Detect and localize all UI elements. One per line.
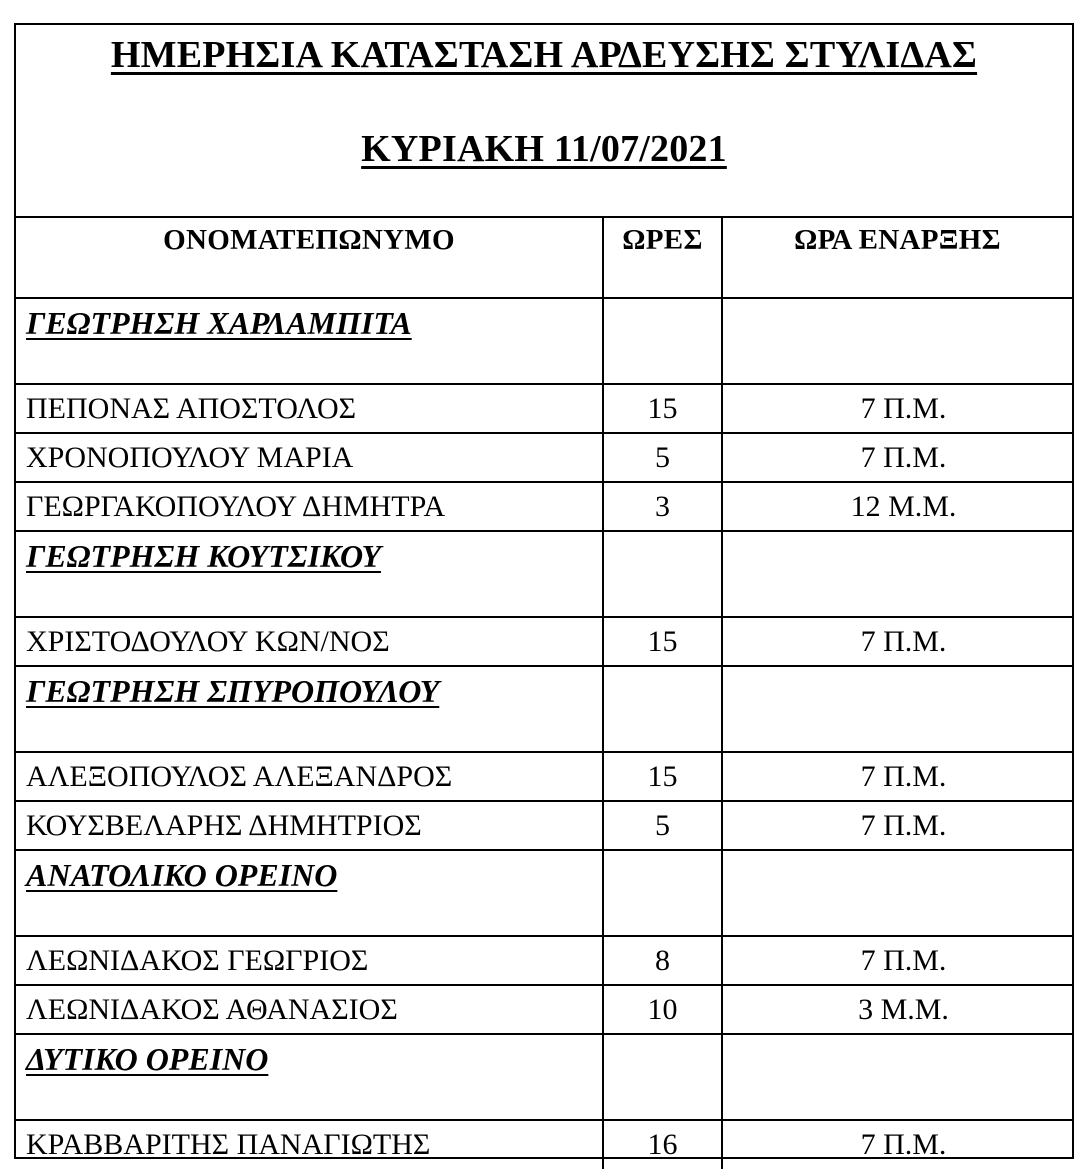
table-body <box>16 298 1072 1169</box>
person-hours: 10 <box>603 985 722 1034</box>
person-name: ΛΕΩΝΙΔΑΚΟΣ ΓΕΩΓΡΙΟΣ <box>16 936 603 985</box>
document-header <box>16 25 1072 218</box>
table-row <box>16 482 1072 531</box>
person-start-time: 7 Π.Μ. <box>722 384 1072 433</box>
person-hours: 15 <box>603 617 722 666</box>
section-start-cell <box>722 850 1072 936</box>
date-line-text: ΚΥΡΙΑΚΗ 11/07/2021 <box>361 128 727 170</box>
section-hours-cell <box>603 531 722 617</box>
section-start-cell <box>722 531 1072 617</box>
person-hours: 15 <box>603 384 722 433</box>
person-name: ΑΛΕΞΟΠΟΥΛΟΣ ΑΛΕΞΑΝΔΡΟΣ <box>16 752 603 801</box>
section-name: ΓΕΩΤΡΗΣΗ ΣΠΥΡΟΠΟΥΛΟΥ <box>26 673 440 709</box>
section-name: ΓΕΩΤΡΗΣΗ ΧΑΡΛΑΜΠΙΤΑ <box>26 305 412 341</box>
person-name: ΛΕΩΝΙΔΑΚΟΣ ΑΘΑΝΑΣΙΟΣ <box>16 985 603 1034</box>
irrigation-table <box>16 218 1072 1169</box>
section-name-cell <box>16 666 603 752</box>
table-row <box>16 752 1072 801</box>
person-name: ΚΟΥΣΒΕΛΑΡΗΣ ΔΗΜΗΤΡΙΟΣ <box>16 801 603 850</box>
person-hours: 5 <box>603 433 722 482</box>
section-start-cell <box>722 298 1072 384</box>
section-row <box>16 666 1072 752</box>
person-start-time: 3 Μ.Μ. <box>722 985 1072 1034</box>
person-start-time: 12 Μ.Μ. <box>722 482 1072 531</box>
document-sheet <box>14 23 1074 1159</box>
person-name: ΠΕΠΟΝΑΣ ΑΠΟΣΤΟΛΟΣ <box>16 384 603 433</box>
person-start-time: 7 Π.Μ. <box>722 617 1072 666</box>
section-name: ΓΕΩΤΡΗΣΗ ΚΟΥΤΣΙΚΟΥ <box>26 538 381 574</box>
section-name: ΑΝΑΤΟΛΙΚΟ ΟΡΕΙΝΟ <box>26 857 338 893</box>
person-hours: 15 <box>603 752 722 801</box>
table-row <box>16 801 1072 850</box>
table-row <box>16 936 1072 985</box>
section-hours-cell <box>603 850 722 936</box>
table-row <box>16 433 1072 482</box>
column-header-hours: ΩΡΕΣ <box>603 218 722 298</box>
person-hours: 3 <box>603 482 722 531</box>
section-row <box>16 850 1072 936</box>
person-name: ΓΕΩΡΓΑΚΟΠΟΥΛΟΥ ΔΗΜΗΤΡΑ <box>16 482 603 531</box>
person-hours: 5 <box>603 801 722 850</box>
section-row <box>16 1034 1072 1120</box>
page-title-text: ΗΜΕΡΗΣΙΑ ΚΑΤΑΣΤΑΣΗ ΑΡΔΕΥΣΗΣ ΣΤΥΛΙΔΑΣ <box>110 34 978 76</box>
person-start-time: 7 Π.Μ. <box>722 433 1072 482</box>
person-name: ΧΡΙΣΤΟΔΟΥΛΟΥ ΚΩΝ/ΝΟΣ <box>16 617 603 666</box>
table-row <box>16 1120 1072 1169</box>
person-name: ΧΡΟΝΟΠΟΥΛΟΥ ΜΑΡΙΑ <box>16 433 603 482</box>
person-start-time: 7 Π.Μ. <box>722 936 1072 985</box>
person-start-time: 7 Π.Μ. <box>860 1128 947 1161</box>
person-hours: 8 <box>603 936 722 985</box>
section-start-cell <box>722 1034 1072 1120</box>
section-hours-cell <box>603 298 722 384</box>
section-row <box>16 531 1072 617</box>
column-header-start: ΩΡΑ ΕΝΑΡΞΗΣ <box>722 218 1072 298</box>
page-title <box>16 33 1072 77</box>
person-hours: 16 <box>603 1120 722 1169</box>
table-row <box>16 617 1072 666</box>
table-row <box>16 985 1072 1034</box>
section-hours-cell <box>603 1034 722 1120</box>
section-row <box>16 298 1072 384</box>
person-name: ΚΡΑΒΒΑΡΙΤΗΣ ΠΑΝΑΓΙΩΤΗΣ <box>16 1120 603 1169</box>
column-header-name: ΟΝΟΜΑΤΕΠΩΝΥΜΟ <box>16 218 603 298</box>
person-start-time: 7 Π.Μ. <box>722 801 1072 850</box>
section-name-cell <box>16 850 603 936</box>
section-hours-cell <box>603 666 722 752</box>
section-name-cell <box>16 298 603 384</box>
date-line <box>16 127 1072 171</box>
table-row <box>16 384 1072 433</box>
table-header-row <box>16 218 1072 298</box>
person-start-time: 7 Π.Μ. <box>722 752 1072 801</box>
section-start-cell <box>722 666 1072 752</box>
section-name-cell <box>16 531 603 617</box>
section-name-cell <box>16 1034 603 1120</box>
section-name: ΔΥΤΙΚΟ ΟΡΕΙΝΟ <box>26 1041 269 1077</box>
